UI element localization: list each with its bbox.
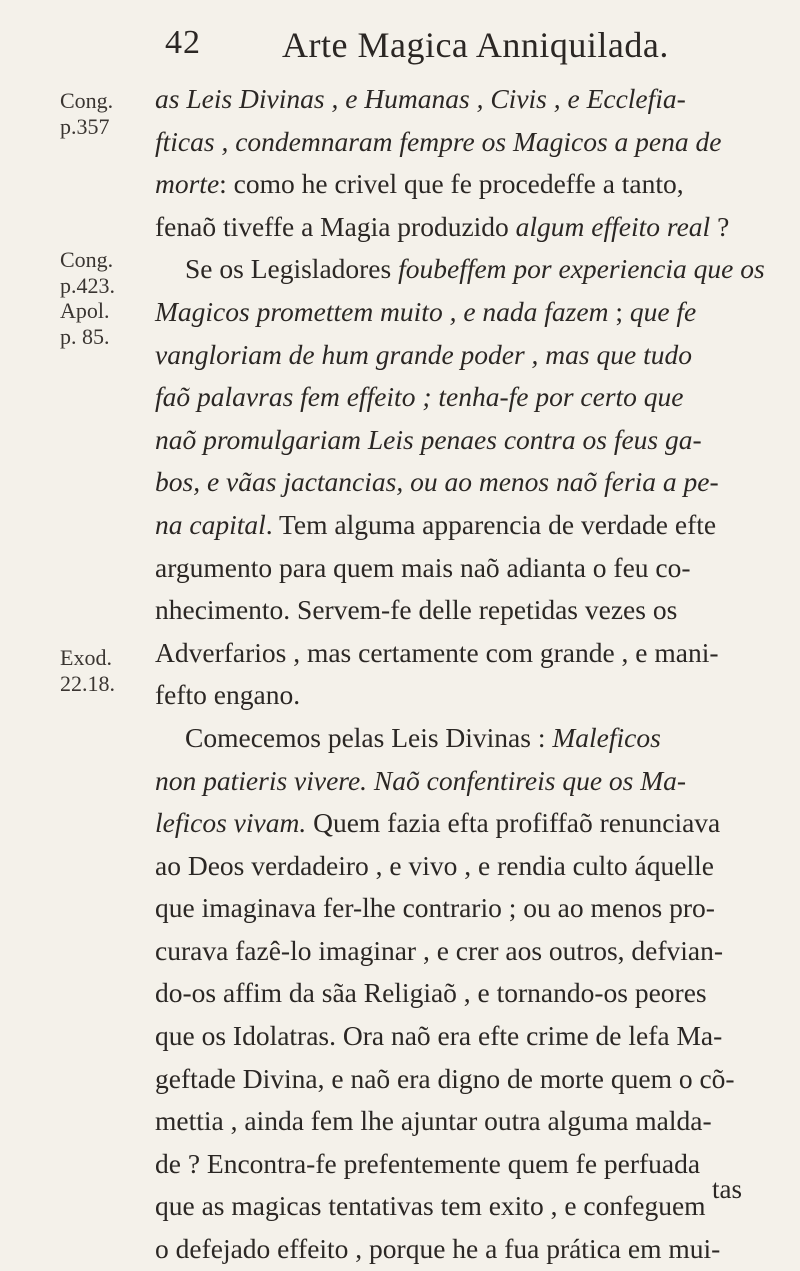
text-line — [155, 1015, 775, 1058]
italic-text: morte — [155, 168, 220, 200]
margin-note-line: p. 85. — [60, 324, 110, 349]
italic-text: naõ promulgariam Leis penaes contra os feus ga- — [155, 423, 702, 455]
text-line — [155, 632, 775, 675]
roman-text: ao Deos verdadeiro , e vivo , e rendia culto áquelle — [155, 849, 714, 881]
text-line — [155, 930, 775, 973]
roman-text: : como he crivel que fe procedeffe a tanto, — [219, 168, 684, 200]
roman-text: que os Idolatras. Ora naõ era efte crime de lefa Ma- — [155, 1020, 723, 1052]
italic-text: algum effeito real — [515, 210, 711, 242]
italic-text: fticas , condemnaram fempre os Magicos a pena de — [155, 125, 722, 157]
margin-note — [60, 645, 115, 697]
text-line — [155, 760, 775, 803]
text-line — [155, 291, 775, 334]
page-number: 42 — [165, 24, 201, 61]
margin-note-line: Exod. — [60, 645, 112, 670]
text-line — [155, 206, 775, 249]
text-line — [155, 1228, 775, 1271]
text-line — [155, 334, 775, 377]
margin-note — [60, 298, 110, 350]
roman-text: geftade Divina, e naõ era digno de morte quem o cõ- — [155, 1062, 735, 1094]
text-line — [155, 1100, 775, 1143]
text-line — [155, 674, 775, 717]
text-line — [155, 1185, 775, 1228]
roman-text: ? — [710, 210, 730, 242]
roman-text: de ? Encontra-fe prefentemente quem fe perfuada — [155, 1147, 701, 1179]
catchword: tas — [712, 1174, 742, 1204]
text-line — [155, 845, 775, 888]
text-line — [155, 547, 775, 590]
text-line — [155, 504, 775, 547]
margin-note-line: 22.18. — [60, 671, 115, 696]
italic-text: foubeffem por experiencia que os — [398, 253, 765, 285]
text-line — [155, 376, 775, 419]
italic-text: na capital — [155, 508, 266, 540]
margin-note-line: p.423. — [60, 273, 115, 298]
text-line — [155, 461, 775, 504]
roman-text: Adverfarios , mas certamente com grande , e mani- — [155, 636, 719, 668]
italic-text: Magicos promettem muito , e nada fazem — [155, 295, 609, 327]
text-line — [155, 887, 775, 930]
roman-text: fefto engano. — [155, 679, 301, 711]
roman-text: Se os Legisladores — [185, 253, 399, 285]
margin-note-line: p.357 — [60, 114, 110, 139]
italic-text: non patieris vivere. Naõ confentireis que os Ma- — [155, 764, 687, 796]
italic-text: vangloriam de hum grande poder , mas que tudo — [155, 338, 692, 370]
running-title: Arte Magica Anniquilada. — [282, 25, 669, 65]
text-line — [155, 802, 775, 845]
roman-text: argumento para quem mais naõ adianta o feu co- — [155, 551, 691, 583]
margin-note — [60, 247, 115, 299]
text-line — [155, 419, 775, 462]
margin-note — [60, 88, 113, 140]
italic-text: bos, e vãas jactancias, ou ao menos naõ feria a pe- — [155, 466, 719, 498]
margin-notes — [0, 0, 150, 1243]
roman-text: . Tem alguma apparencia de verdade efte — [265, 508, 717, 540]
italic-text: Maleficos — [552, 721, 661, 753]
text-line — [155, 972, 775, 1015]
italic-text: que fe — [629, 295, 697, 327]
roman-text: Quem fazia efta profiffaõ renunciava — [306, 807, 721, 839]
roman-text: curava fazê-lo imaginar , e crer aos outros, defvian- — [155, 934, 724, 966]
text-line — [155, 163, 775, 206]
text-line — [155, 78, 775, 121]
text-line — [155, 248, 775, 291]
roman-text: nhecimento. Servem-fe delle repetidas vezes os — [155, 594, 678, 626]
roman-text: mettia , ainda fem lhe ajuntar outra alguma malda- — [155, 1105, 712, 1137]
roman-text: que as magicas tentativas tem exito , e confeguem — [155, 1190, 706, 1222]
text-line — [155, 717, 775, 760]
margin-note-line: Cong. — [60, 88, 114, 113]
italic-text: leficos vivam. — [155, 807, 307, 839]
roman-text: Comecemos pelas Leis Divinas : — [185, 721, 553, 753]
text-line — [155, 121, 775, 164]
margin-note-line: Cong. — [60, 247, 114, 272]
roman-text: fenaõ tiveffe a Magia produzido — [155, 210, 516, 242]
roman-text: que imaginava fer-lhe contrario ; ou ao menos pro- — [155, 892, 715, 924]
text-line — [155, 589, 775, 632]
roman-text: do-os affim da sãa Religiaõ , e tornando-os peores — [155, 977, 707, 1009]
text-line — [155, 1058, 775, 1101]
body-text — [155, 78, 775, 1271]
text-line — [155, 1143, 775, 1186]
italic-text: as Leis Divinas , e Humanas , Civis , e Ecclefia- — [155, 83, 686, 114]
margin-note-line: Apol. — [60, 298, 110, 323]
italic-text: faõ palavras fem effeito ; tenha-fe por certo que — [155, 381, 684, 413]
roman-text: o defejado effeito , porque he a fua prática em mui- — [155, 1233, 721, 1265]
roman-text: ; — [608, 295, 630, 327]
